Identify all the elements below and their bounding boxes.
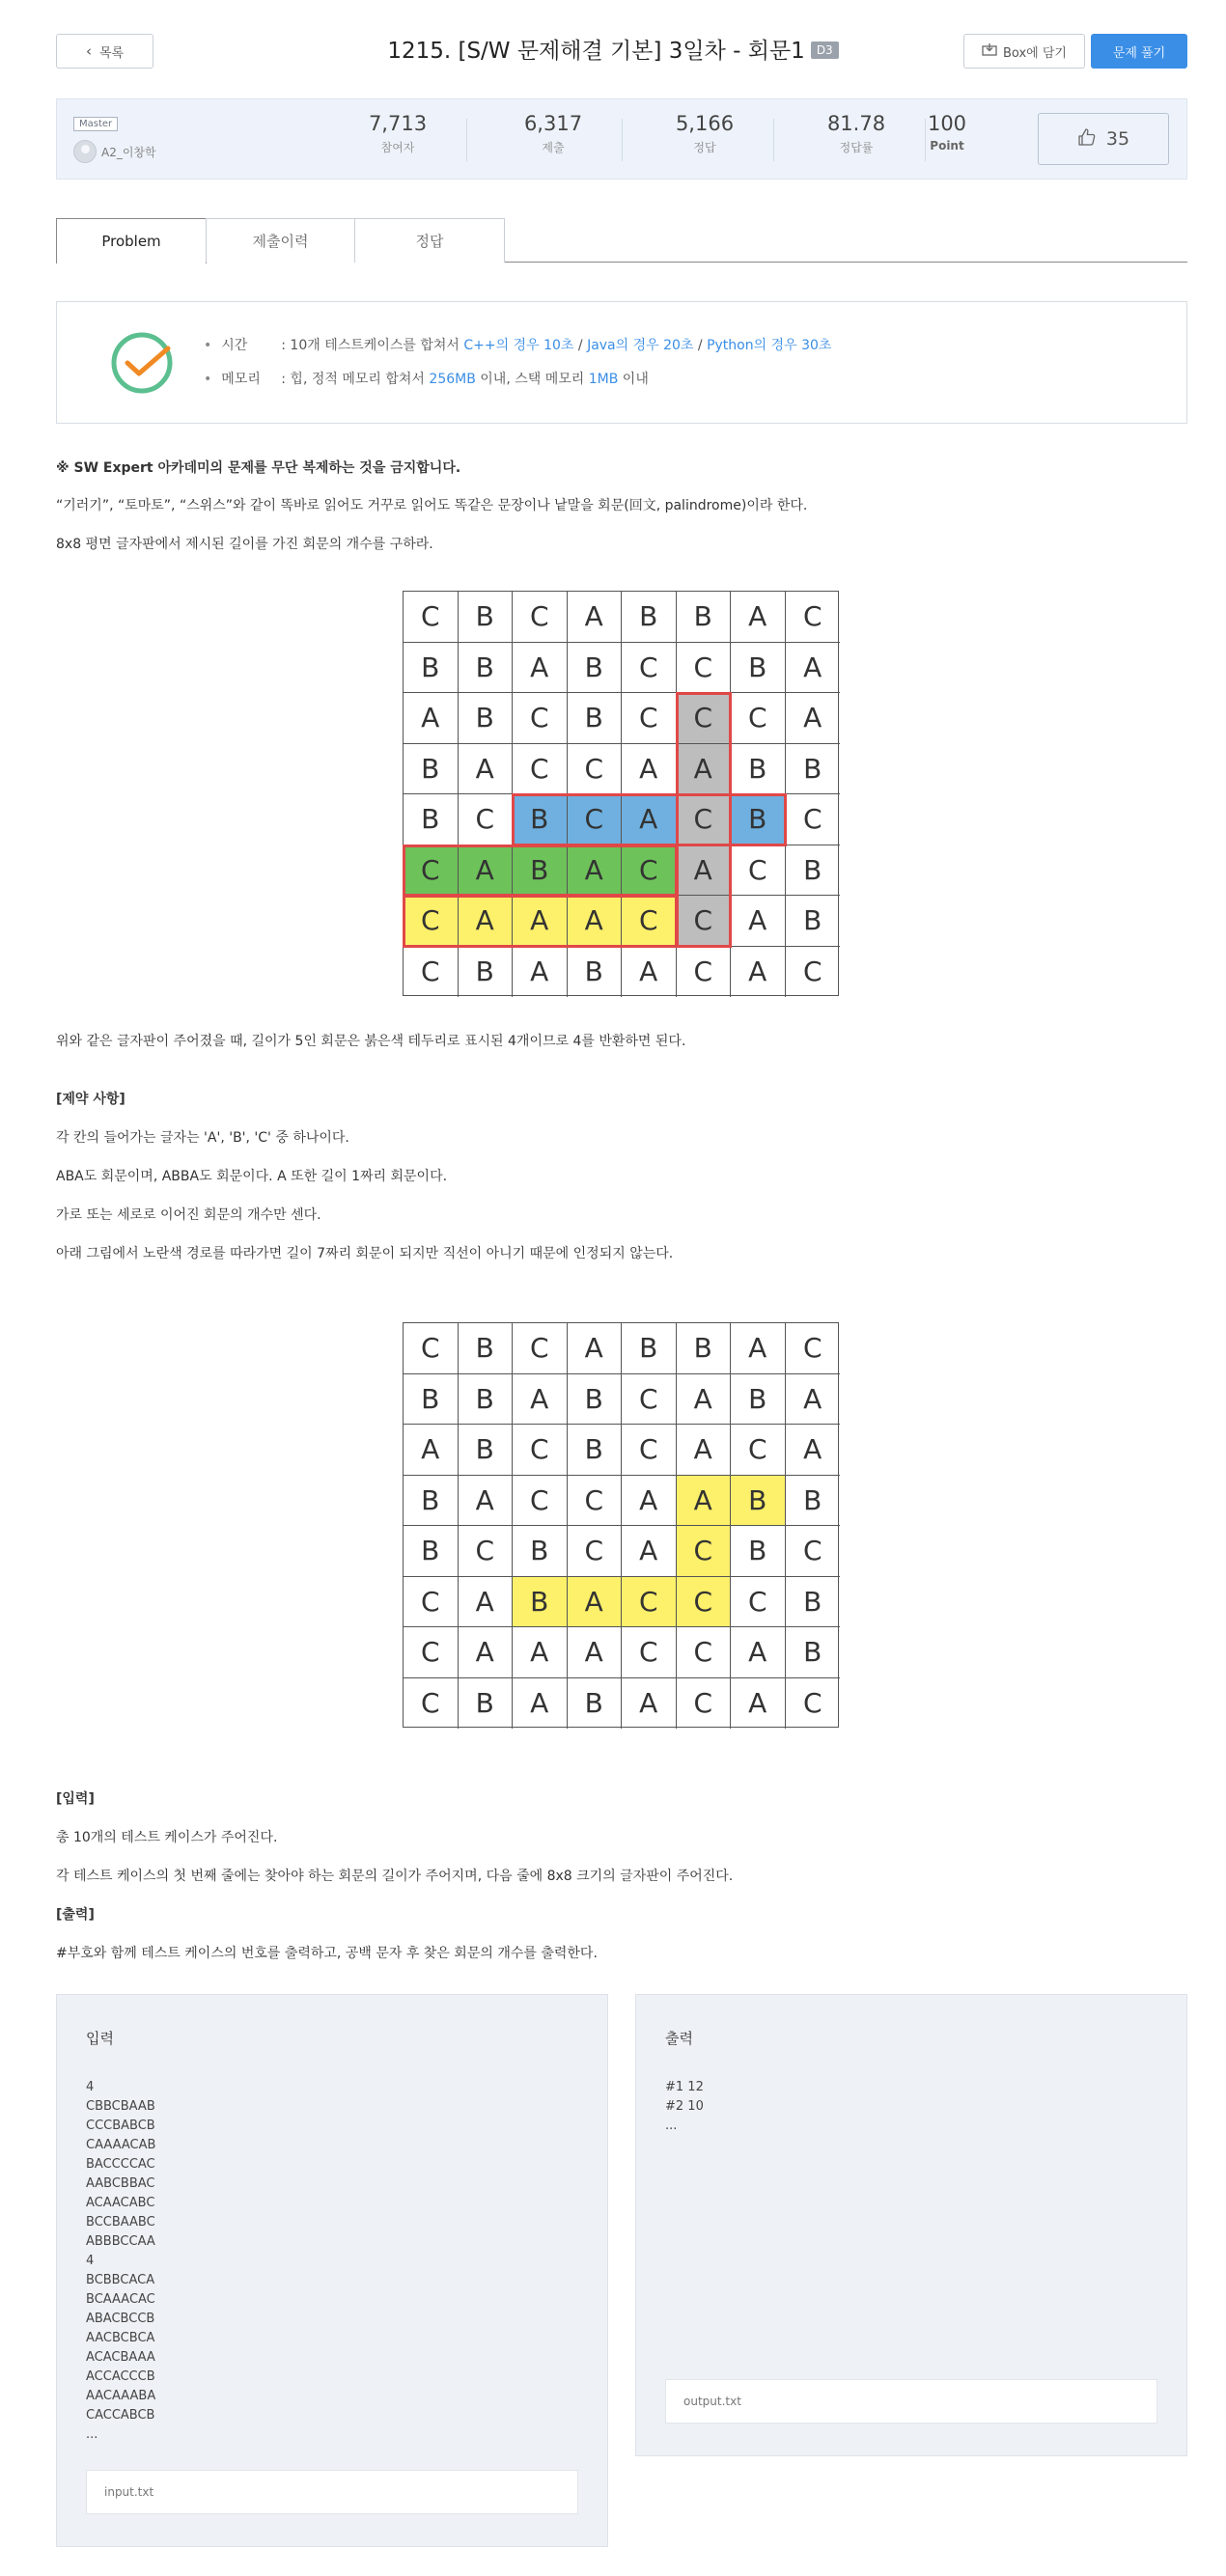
grid-cell: C [404, 1678, 459, 1730]
grid-cell: B [731, 744, 786, 795]
grid-cell: B [786, 896, 841, 947]
grid-cell: A [513, 1627, 568, 1678]
grid-cell: C [786, 592, 841, 643]
grid-cell: C [622, 896, 677, 947]
grid-cell: B [786, 845, 841, 897]
grid-cell: B [513, 1577, 568, 1628]
stat-value: 7,713 [368, 112, 428, 135]
grid-cell: C [622, 1627, 677, 1678]
grid-cell: C [677, 1678, 732, 1730]
grid-cell: B [786, 1627, 841, 1678]
grid-cell: C [802, 1687, 822, 1720]
stat-value: 5,166 [675, 112, 735, 135]
example-input-content[interactable]: 4 CBBCBAAB CCCBABCB CAAAACAB BACCCCAC AABCBBAC ACAACABC BCCBAABC ABBBCCAA 4 BCBBCACA BCAAACAC ABACBCCB AACBCBCA ACACBAAA ACCACCCB AACAAABA CACCABCB ... [86, 2080, 156, 2442]
grid-cell: C [513, 1323, 568, 1374]
grid-cell: B [513, 1526, 568, 1577]
memory-text: 이내 [622, 372, 649, 387]
constraints-title: [제약 사항] [56, 1092, 125, 1107]
stat-label: 정답 [693, 141, 716, 154]
grid-cell: B [404, 643, 459, 694]
grid-cell: C [404, 896, 459, 947]
separator: / [577, 338, 583, 353]
grid-cell: C [677, 896, 732, 947]
problem-tabs [56, 218, 1187, 263]
output-file-link[interactable]: output.txt [665, 2379, 1157, 2424]
memory-limit: • 메모리 : 힙, 정적 메모리 합쳐서 256MB 이내, 스택 메모리 1MB 이내 [204, 369, 649, 388]
input-desc: 각 테스트 케이스의 첫 번째 줄에는 찾아야 하는 회문의 길이가 주어지며, 다음 줄에 8x8 크기의 글자판이 주어진다. [56, 1869, 734, 1884]
grid-cell: C [513, 1425, 568, 1476]
constraint-item: 가로 또는 세로로 이어진 회문의 개수만 센다. [56, 1207, 321, 1223]
grid-cell: A [459, 896, 514, 947]
grid-cell: B [731, 794, 786, 845]
grid-cell: B [731, 1526, 786, 1577]
grid-cell: A [513, 896, 568, 947]
grid-cell: B [459, 693, 514, 744]
box-label: Box에 담기 [1003, 45, 1067, 61]
stat-value: 100 [927, 112, 967, 135]
grid-cell: A [731, 896, 786, 947]
grid-cell: C [786, 1323, 841, 1374]
grid-cell: A [731, 1627, 786, 1678]
stat-correct [647, 112, 763, 155]
grid-cell: B [731, 1476, 786, 1527]
grid-cell: C [404, 947, 459, 998]
level-badge: Master [73, 117, 118, 131]
grid-cell: C [677, 1526, 732, 1577]
grid-cell: C [677, 1627, 732, 1678]
grid-cell: A [459, 1476, 514, 1527]
like-count: 35 [1105, 128, 1130, 150]
grid-cell: B [459, 1374, 514, 1426]
memory-key: 메모리 [221, 372, 261, 387]
grid-cell: A [786, 693, 841, 744]
grid-cell: B [786, 1476, 841, 1527]
grid-cell: A [459, 1577, 514, 1628]
stat-value: 81.78 [826, 112, 886, 135]
grid-cell: A [622, 744, 677, 795]
input-file-link[interactable]: input.txt [86, 2470, 578, 2514]
stat-label: Point [930, 139, 964, 152]
grid-cell: B [459, 1323, 514, 1374]
chevron-left-icon: ‹ [85, 42, 92, 60]
grid-cell: C [404, 1323, 459, 1374]
grid-cell: A [622, 947, 677, 998]
letter-grid-example [403, 591, 839, 996]
grid-cell: C [731, 1577, 786, 1628]
grid-cell: B [731, 1374, 786, 1426]
grid-cell: B [459, 1678, 514, 1730]
grid-cell: A [513, 1678, 568, 1730]
grid-cell: A [513, 643, 568, 694]
grid-cell: C [622, 1577, 677, 1628]
grid-cell: A [731, 592, 786, 643]
grid-cell: C [404, 1577, 459, 1628]
grid-cell: B [459, 947, 514, 998]
grid-cell: C [786, 1526, 841, 1577]
example-output-content[interactable]: #1 12 #2 10 ... [665, 2080, 704, 2133]
grid-cell: A [786, 1374, 841, 1426]
memory-text: : 힙, 정적 메모리 합쳐서 [281, 372, 425, 387]
solve-problem-button[interactable]: 문제 풀기 [1091, 34, 1187, 69]
problem-title: 1215. [S/W 문제해결 기본] 3일차 - 회문1 [387, 39, 805, 64]
grid-cell: A [568, 1323, 623, 1374]
example-input-box [56, 1994, 608, 2547]
grid-cell: C [677, 794, 732, 845]
add-to-box-button[interactable] [963, 34, 1085, 69]
grid-cell: A [568, 845, 623, 897]
grid-cell: B [459, 592, 514, 643]
grid-cell: A [677, 1374, 732, 1426]
input-title: [입력] [56, 1791, 95, 1807]
grid-cell: A [513, 947, 568, 998]
example-output-box [635, 1994, 1187, 2456]
divider [773, 119, 774, 161]
grid-cell: C [622, 845, 677, 897]
stats-bar [56, 98, 1187, 180]
grid-cell: C [404, 1627, 459, 1678]
example-input-title: 입력 [86, 2030, 114, 2047]
tab-answer[interactable]: 정답 [354, 218, 505, 263]
time-python: Python의 경우 30초 [707, 338, 832, 353]
grid-cell: B [568, 1374, 623, 1426]
grid-cell: C [622, 1374, 677, 1426]
grid-cell: C [677, 1577, 732, 1628]
grid-cell: A [786, 1425, 841, 1476]
grid-cell: C [568, 794, 623, 845]
grid-cell: C [513, 1476, 568, 1527]
time-java: Java의 경우 20초 [587, 338, 694, 353]
grid-cell: B [568, 947, 623, 998]
grid-cell: A [459, 744, 514, 795]
divider [466, 119, 467, 161]
grid-cell: A [622, 1678, 677, 1730]
letter-grid-path [403, 1322, 839, 1728]
memory-stack: 1MB [588, 372, 619, 387]
divider [622, 119, 623, 161]
time-limit: • 시간 : 10개 테스트케이스를 합쳐서 C++의 경우 10초 / Java의 경우 20초 / Python의 경우 30초 [204, 335, 831, 354]
constraint-item: 각 칸의 들어가는 글자는 'A', 'B', 'C' 중 하나이다. [56, 1130, 349, 1146]
grid-cell: B [404, 1526, 459, 1577]
grid-cell: C [731, 693, 786, 744]
grid-cell: B [404, 794, 459, 845]
grid-cell: C [459, 794, 514, 845]
back-label: 목록 [98, 45, 125, 61]
grid-cell: A [677, 845, 732, 897]
grid-cell: A [677, 1476, 732, 1527]
thumbs-up-icon [1077, 127, 1097, 152]
grid-cell: B [404, 1476, 459, 1527]
constraint-item: 아래 그림에서 노란색 경로를 따라가면 길이 7짜리 회문이 되지만 직선이 아니기 때문에 인정되지 않는다. [56, 1246, 674, 1261]
clock-check-icon [110, 327, 178, 399]
stat-point [889, 112, 1005, 152]
avatar [73, 140, 97, 163]
stat-submissions [495, 112, 611, 155]
constraint-item: ABA도 회문이며, ABBA도 회문이다. A 또한 길이 1짜리 회문이다. [56, 1169, 448, 1184]
explanation-text: 위와 같은 글자판이 주어졌을 때, 길이가 5인 회문은 붉은색 테두리로 표시된 4개이므로 4를 반환하면 된다. [56, 1034, 686, 1049]
author-name: A2_이창학 [101, 145, 156, 159]
limits-box [56, 301, 1187, 424]
memory-text: 이내, 스택 메모리 [480, 372, 585, 387]
intro-text: 8x8 평면 글자판에서 제시된 길이를 가진 회문의 개수를 구하라. [56, 537, 433, 552]
grid-cell: C [622, 643, 677, 694]
grid-cell: B [404, 1374, 459, 1426]
grid-cell: A [622, 1476, 677, 1527]
grid-cell: C [677, 693, 732, 744]
grid-cell: C [677, 947, 732, 998]
grid-cell: B [513, 794, 568, 845]
tab-problem[interactable]: Problem [56, 218, 207, 263]
like-button[interactable] [1038, 113, 1169, 165]
tab-submission-history[interactable]: 제출이력 [206, 218, 355, 263]
grid-cell: B [404, 744, 459, 795]
separator: / [697, 338, 703, 353]
stat-participants [340, 112, 456, 155]
grid-cell: B [731, 643, 786, 694]
grid-cell: B [568, 1425, 623, 1476]
grid-cell: A [513, 1374, 568, 1426]
grid-cell: B [677, 592, 732, 643]
grid-cell: A [459, 845, 514, 897]
grid-cell: C [513, 592, 568, 643]
time-cpp: C++의 경우 10초 [463, 338, 574, 353]
time-text: : 10개 테스트케이스를 합쳐서 [281, 338, 460, 353]
output-title: [출력] [56, 1907, 95, 1923]
grid-cell: C [622, 1425, 677, 1476]
grid-cell: C [404, 845, 459, 897]
grid-cell: B [568, 693, 623, 744]
grid-cell: A [731, 1678, 786, 1730]
input-desc: 총 10개의 테스트 케이스가 주어진다. [56, 1830, 278, 1845]
grid-cell: C [568, 744, 623, 795]
grid-cell: C [731, 1425, 786, 1476]
stat-label: 참여자 [380, 141, 415, 154]
grid-cell: A [731, 1323, 786, 1374]
grid-cell: A [622, 794, 677, 845]
grid-cell: A [622, 1526, 677, 1577]
intro-text: “기러기”, “토마토”, “스위스”와 같이 똑바로 읽어도 거꾸로 읽어도 똑같은 문장이나 낱말을 회문(回文, palindrome)이라 한다. [56, 498, 808, 513]
grid-cell: C [459, 1526, 514, 1577]
grid-cell: C [513, 693, 568, 744]
grid-cell: B [568, 1678, 623, 1730]
grid-cell: B [622, 592, 677, 643]
output-desc: #부호와 함께 테스트 케이스의 번호를 출력하고, 공백 문자 후 찾은 회문의 개수를 출력한다. [56, 1946, 598, 1961]
memory-heap: 256MB [429, 372, 476, 387]
grid-cell: A [568, 896, 623, 947]
grid-cell: B [513, 845, 568, 897]
grid-cell: B [677, 1323, 732, 1374]
grid-cell: A [677, 744, 732, 795]
grid-cell: C [568, 1476, 623, 1527]
download-box-icon [982, 42, 997, 60]
grid-cell: B [786, 1577, 841, 1628]
stat-value: 6,317 [523, 112, 583, 135]
grid-cell: A [568, 592, 623, 643]
grid-cell: C [568, 1526, 623, 1577]
author[interactable] [73, 140, 156, 163]
grid-cell: A [404, 693, 459, 744]
example-output-title: 출력 [665, 2030, 693, 2047]
grid-cell: C [786, 794, 841, 845]
grid-cell: C [677, 643, 732, 694]
stat-label: 제출 [542, 141, 565, 154]
difficulty-badge: D3 [811, 42, 839, 59]
stat-label: 정답률 [839, 141, 874, 154]
grid-cell: B [786, 744, 841, 795]
grid-cell: C [802, 956, 822, 988]
grid-cell: A [459, 1627, 514, 1678]
grid-cell: C [731, 845, 786, 897]
grid-cell: A [404, 1425, 459, 1476]
grid-cell: C [513, 744, 568, 795]
grid-cell: A [568, 1577, 623, 1628]
grid-cell: A [731, 947, 786, 998]
grid-cell: A [568, 1627, 623, 1678]
grid-cell: B [568, 643, 623, 694]
grid-cell: A [786, 643, 841, 694]
grid-cell: B [622, 1323, 677, 1374]
grid-cell: C [404, 592, 459, 643]
grid-cell: B [459, 1425, 514, 1476]
grid-cell: C [622, 693, 677, 744]
grid-cell: B [459, 643, 514, 694]
copyright-warning: ※ SW Expert 아카데미의 문제를 무단 복제하는 것을 금지합니다. [56, 460, 461, 476]
time-key: 시간 [221, 338, 248, 353]
grid-cell: A [677, 1425, 732, 1476]
